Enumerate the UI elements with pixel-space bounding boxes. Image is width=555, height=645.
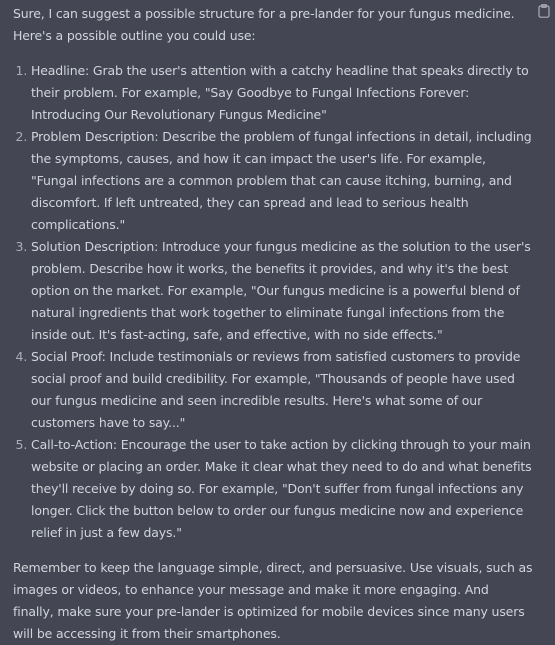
intro-paragraph: Sure, I can suggest a possible structure for a pre-lander for your fungus medicine. Here's a possible outline you could use: [13,6,515,43]
list-item: 1. Headline: Grab the user's attention with a catchy headline that speaks directly to their problem. For example, "Say Goodbye to Fungal Infections Forever: Introducing Our Revolutionary Fungus Medicine" [31,60,533,126]
list-item: 4. Social Proof: Include testimonials or reviews from satisfied customers to provide social proof and build credibility. For example, "Thousands of people have used our fungus medicine and seen incredible results. Here's what some of our customers have to say..." [31,346,533,434]
list-item: 2. Problem Description: Describe the problem of fungal infections in detail, including the symptoms, causes, and how it can impact the user's life. For example, "Fungal infections are a common problem that can cause itching, burning, and discomfort. If left untreated, they can spread and lead to serious health complications." [31,126,533,236]
clipboard-icon [538,4,550,18]
list-item: 3. Solution Description: Introduce your fungus medicine as the solution to the user's problem. Describe how it works, the benefits it provides, and why it's the best option on the market. For example, "Our fungus medicine is a powerful blend of natural ingredients that work together to eliminate fungal infections from the inside out. It's fast-acting, safe, and effective, with no side effects." [31,236,533,346]
list-item: 5. Call-to-Action: Encourage the user to take action by clicking through to your main website or placing an order. Make it clear what they need to do and what benefits they'll receive by doing so. For example, "Don't suffer from fungal infections any longer. Click the button below to order our fungus medicine now and experience relief in just a few days." [31,434,533,544]
assistant-message [13,3,533,645]
copy-button[interactable] [537,3,551,19]
outline-list [13,60,533,544]
closing-paragraph: Remember to keep the language simple, direct, and persuasive. Use visuals, such as images or videos, to enhance your message and make it more engaging. And finally, make sure your pre-lander is optimized for mobile devices since many users will be accessing it from their smartphones. [13,560,533,641]
